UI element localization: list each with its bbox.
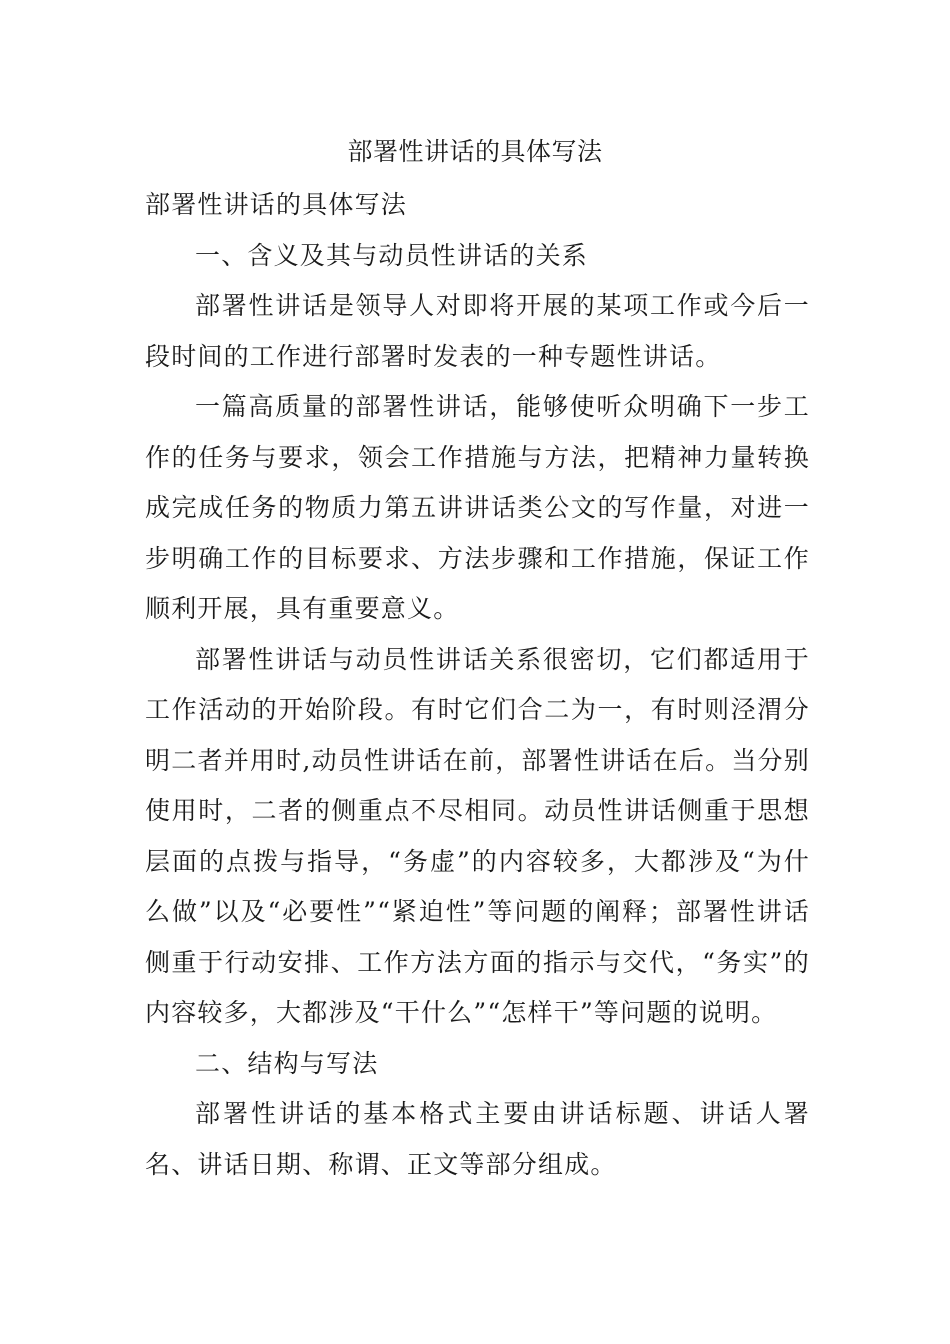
document-subtitle: 部署性讲话的具体写法: [145, 190, 408, 219]
document-body: [145, 180, 810, 1190]
paragraph-definition: 部署性讲话是领导人对即将开展的某项工作或今后一段时间的工作进行部署时发表的一种专题性讲话。: [145, 291, 810, 371]
paragraph-significance: 一篇高质量的部署性讲话，能够使听众明确下一步工作的任务与要求，领会工作措施与方法，把精神力量转换成完成任务的物质力第五讲讲话类公文的写作量，对进一步明确工作的目标要求、方法步骤和工作措施，保证工作顺利开展，具有重要意义。: [145, 392, 810, 623]
document-title: 部署性讲话的具体写法: [347, 137, 603, 166]
paragraph-format: 部署性讲话的基本格式主要由讲话标题、讲话人署名、讲话日期、称谓、正文等部分组成。: [145, 1099, 810, 1179]
section-heading-2: 二、结构与写法: [195, 1048, 379, 1078]
section-heading-1: 一、含义及其与动员性讲话的关系: [195, 240, 589, 270]
paragraph-relation: 部署性讲话与动员性讲话关系很密切，它们都适用于工作活动的开始阶段。有时它们合二为一，有时则泾渭分明二者并用时,动员性讲话在前，部署性讲话在后。当分别使用时，二者的侧重点不尽相同。动员性讲话侧重于思想层面的点拨与指导，“务虚”的内容较多，大都涉及“为什么做”以及“必要性”“紧迫性”等问题的阐释；部署性讲话侧重于行动安排、工作方法方面的指示与交代，“务实”的内容较多，大都涉及“干什么”“怎样干”等问题的说明。: [145, 644, 810, 1027]
